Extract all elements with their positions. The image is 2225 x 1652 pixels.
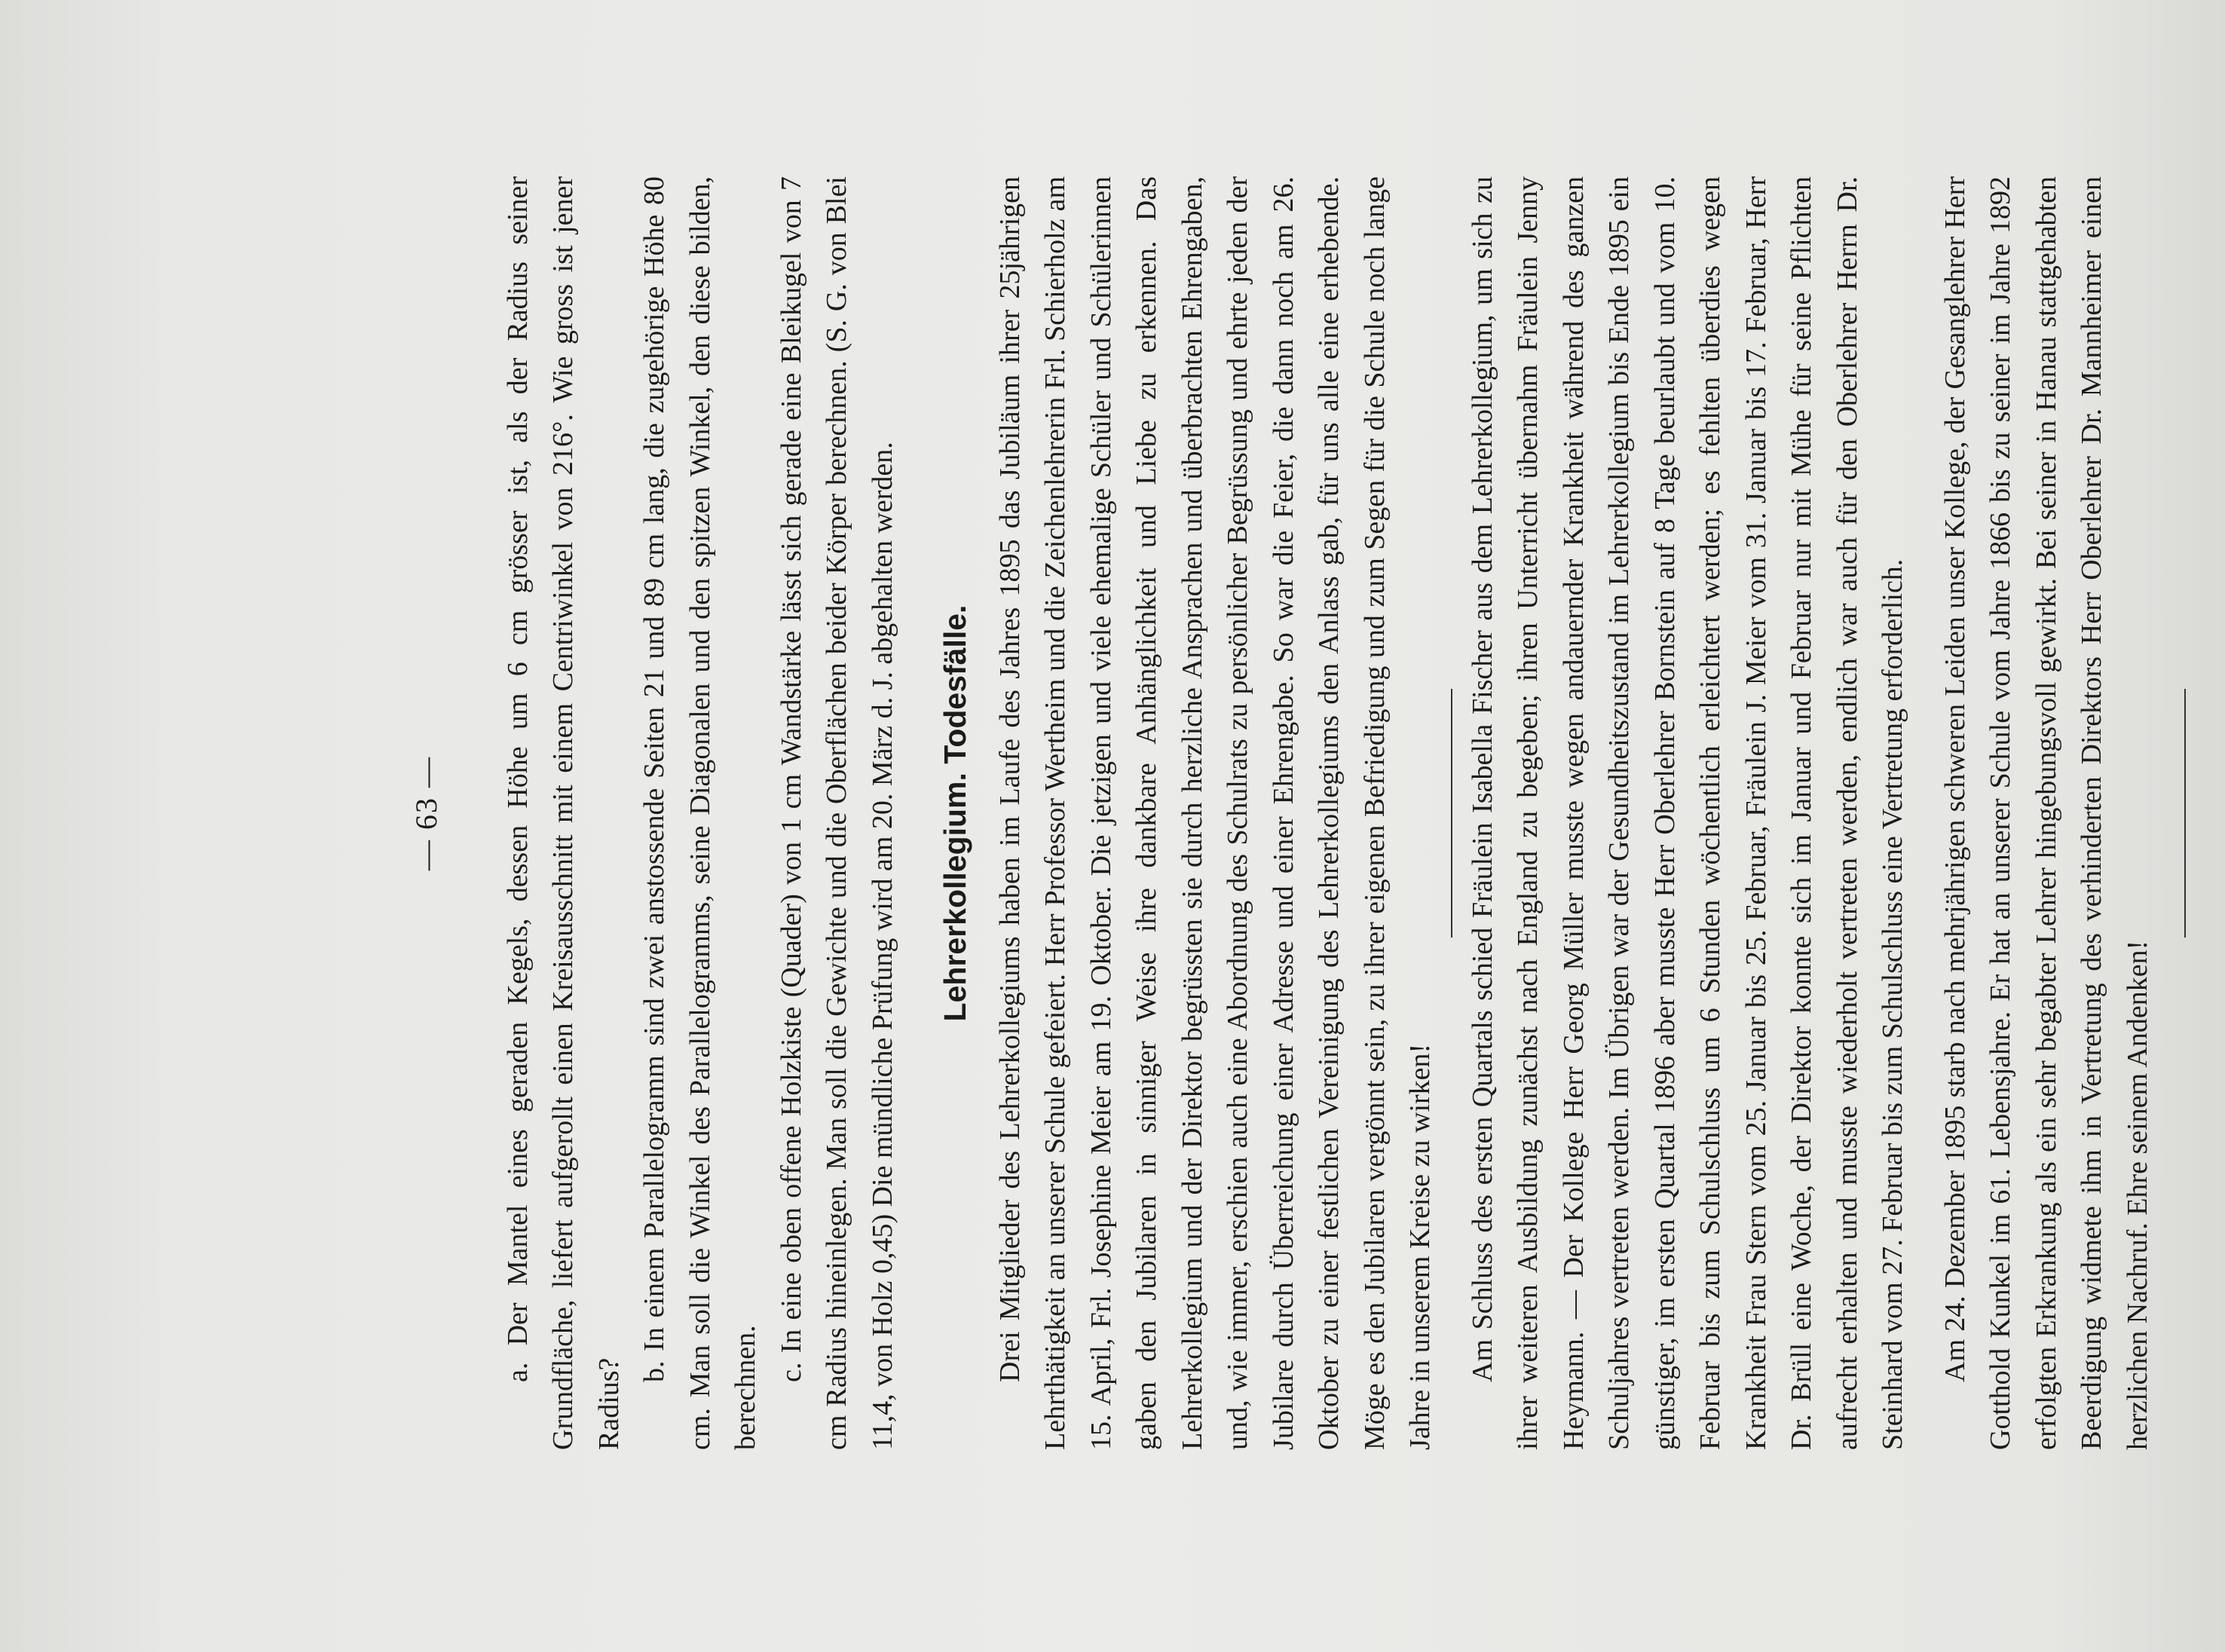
end-divider [2184, 689, 2186, 938]
paragraph-jubilee: Drei Mitglieder des Lehrerkollegiums haben im Laufe des Jahres 1895 das Jubiläum ihrer 25jährigen Lehrthätigkeit an unserer Schule gefeiert. Herr Professor Wertheim und die Zeichenlehrerin Frl. Schierholz am 15. April, Frl. Josephine Meier am 19. Oktober. Die jetzigen und viele ehemalige Schüler und Schülerinnen gaben den Jubilaren in sinniger Weise ihre dankbare Anhänglichkeit und Liebe zu erkennen. Das Lehrerkollegium und der Direktor begrüssten sie durch herzliche Ansprachen und überbrachten Ehrengaben, und, wie immer, erschien auch eine Abordnung des Schulrats zu persönlicher Begrüssung und ehrte jeden der Jubilare durch Überreichung einer Adresse und einer Ehrengabe. So war die Feier, die dann noch am 26. Oktober zu einer festlichen Vereinigung des Lehrerkollegiums den Anlass gab, für uns alle eine erhebende. Möge es den Jubilaren vergönnt sein, zu ihrer eigenen Befriedigung und zum Segen für die Schule noch lange Jahre in unserem Kreise zu wirken! [993, 176, 1436, 1450]
spacer [905, 176, 922, 1450]
paragraph-staff-changes: Am Schluss des ersten Quartals schied Fräulein Isabella Fischer aus dem Lehrerkollegium, um sich zu ihrer weiteren Ausbildung zunächst nach England zu begeben; ihren Unterricht übernahm Fräulein Jenny Heymann. — Der Kollege Herr Georg Müller musste wegen andauernder Krankheit während des ganzen Schuljahres vertreten werden. Im Übrigen war der Gesundheitszustand im Lehrerkollegium bis Ende 1895 ein günstiger, im ersten Quartal 1896 aber musste Herr Oberlehrer Bornstein auf 8 Tage beurlaubt und vom 10. Februar bis zum Schulschluss um 6 Stunden wöchentlich erleichtert werden; es fehlten überdies wegen Krankheit Frau Stern vom 25. Januar bis 25. Februar, Fräulein J. Meier vom 31. Januar bis 17. Februar, Herr Dr. Brüll eine Woche, der Direktor konnte sich im Januar und Februar nur mit Mühe für seine Pflichten aufrecht erhalten und musste wiederholt vertreten werden, endlich war auch für den Oberlehrer Herrn Dr. Steinhard vom 27. Februar bis zum Schulschluss eine Vertretung erforderlich. [1466, 176, 1908, 1450]
spacer [1916, 176, 1933, 1450]
problem-c: c. In eine oben offene Holzkiste (Quader) von 1 cm Wandstärke lässt sich gerade eine Bleikugel von 7 cm Radius hineinlegen. Man soll die Gewichte und die Oberflächen beider Körper berechnen. (S. G. von Blei 11,4, von Holz 0,45) Die mündliche Prüfung wird am 20. März d. J. abgehalten werden. [775, 176, 898, 1450]
problem-b: b. In einem Parallelogramm sind zwei anstossende Seiten 21 und 89 cm lang, die zugehörige Höhe 80 cm. Man soll die Winkel des Parallelogramms, seine Diagonalen und den spitzen Winkel, den diese bilden, berechnen. [638, 176, 761, 1450]
page-number: — 63 — [409, 756, 443, 870]
document-page [261, 86, 2153, 1563]
section-divider [1451, 689, 1452, 938]
paragraph-obituary: Am 24. Dezember 1895 starb nach mehrjährigen schweren Leiden unser Kollege, der Gesanglehrer Herr Gotthold Kunkel im 61. Lebensjahre. Er hat an unserer Schule vom Jahre 1866 bis zu seiner im Jahre 1892 erfolgten Erkrankung als ein sehr begabter Lehrer hingebungsvoll gewirkt. Bei seiner in Hanau stattgehabten Beerdigung widmete ihm in Vertretung des verhinderten Direktors Herr Oberlehrer Dr. Mannheimer einen herzlichen Nachruf. Ehre seinem Andenken! [1939, 176, 2153, 1450]
section-heading: Lehrerkollegium. Todesfälle. [938, 604, 972, 1022]
problem-a: a. Der Mantel eines geraden Kegels, dessen Höhe um 6 cm grösser ist, als der Radius seiner Grundfläche, liefert aufgerollt einen Kreisausschnitt mit einem Centriwinkel von 216°. Wie gross ist jener Radius? [501, 176, 625, 1450]
